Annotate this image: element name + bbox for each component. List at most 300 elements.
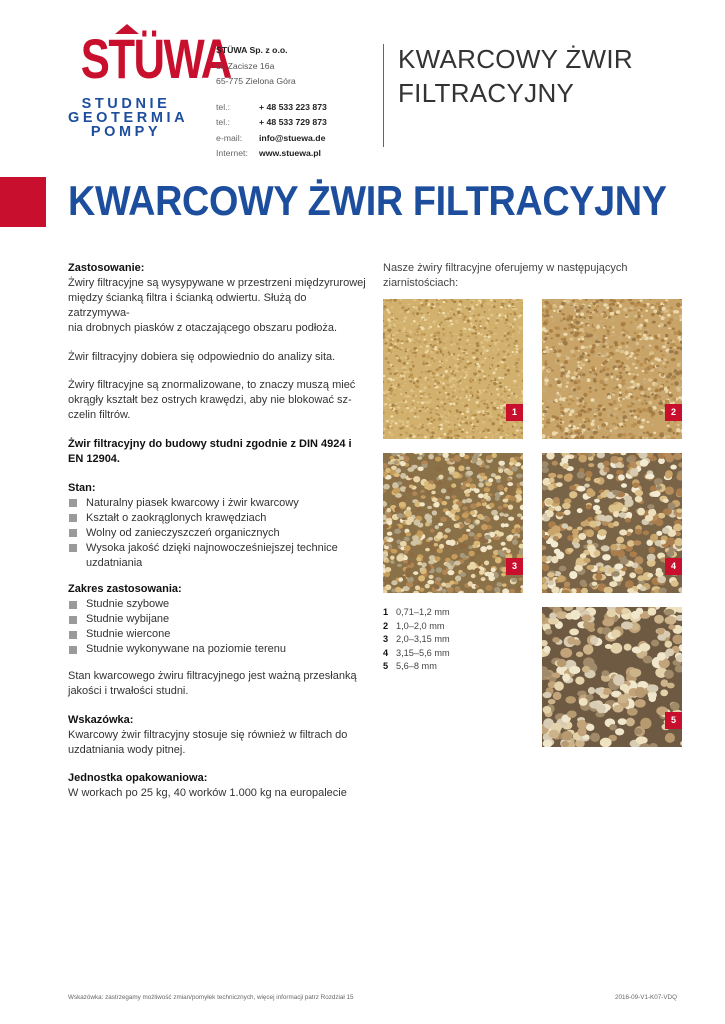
gravel-grain: [468, 344, 470, 346]
gravel-grain: [408, 338, 411, 341]
gravel-grain: [553, 310, 556, 313]
gravel-grain: [494, 404, 496, 406]
gravel-grain: [615, 349, 619, 352]
gravel-grain: [428, 542, 433, 547]
gravel-grain: [407, 358, 410, 360]
gravel-grain: [448, 424, 451, 426]
gravel-grain: [480, 473, 485, 477]
gravel-grain: [421, 327, 425, 330]
gravel-grain: [646, 473, 655, 479]
gravel-grain: [674, 351, 679, 355]
gravel-grain: [580, 580, 587, 587]
gravel-grain: [639, 333, 642, 336]
gravel-grain: [653, 396, 656, 399]
gravel-grain: [486, 406, 489, 409]
gravel-grain: [470, 503, 477, 508]
gravel-grain: [647, 573, 653, 577]
gravel-grain: [484, 378, 487, 380]
gravel-grain: [544, 425, 547, 427]
gravel-grain: [405, 350, 408, 352]
gravel-grain: [472, 324, 475, 326]
gravel-grain: [460, 375, 463, 378]
gravel-grain: [389, 372, 392, 375]
gravel-grain: [645, 402, 648, 404]
gravel-grain: [492, 349, 495, 351]
gravel-grain: [545, 346, 548, 348]
gravel-grain: [616, 536, 624, 543]
gravel-grain: [440, 517, 447, 522]
gravel-grain: [385, 357, 388, 360]
gravel-grain: [644, 388, 647, 390]
gravel-grain: [469, 317, 472, 320]
gravel-grain: [579, 305, 582, 308]
gravel-grain: [667, 550, 675, 557]
gravel-grain: [605, 337, 608, 339]
gravel-grain: [501, 395, 504, 398]
gravel-grain: [592, 420, 595, 422]
gravel-grain: [462, 370, 464, 372]
gravel-grain: [628, 347, 632, 350]
gravel-grain: [489, 393, 491, 395]
gravel-grain: [408, 473, 414, 478]
gravel-grain: [489, 503, 495, 508]
gravel-grain: [621, 621, 633, 629]
gravel-grain: [621, 342, 625, 345]
gravel-grain: [398, 577, 403, 581]
gravel-grain: [468, 532, 475, 537]
gravel-grain: [558, 349, 562, 352]
gravel-grain: [485, 436, 488, 438]
gravel-grain: [512, 307, 515, 310]
gravel-grain: [427, 379, 429, 381]
gravel-grain: [592, 386, 595, 389]
gravel-grain: [662, 362, 665, 365]
gravel-grain: [497, 398, 500, 400]
gravel-grain: [574, 371, 578, 375]
gravel-grain: [418, 428, 420, 430]
gravel-grain: [452, 546, 458, 551]
gravel-grain: [395, 403, 398, 405]
gravel-grain: [398, 330, 401, 332]
gravel-grain: [585, 477, 591, 481]
gravel-grain: [428, 454, 434, 459]
gravel-sample-image: [383, 299, 523, 439]
gravel-grain: [483, 375, 486, 377]
phone-number[interactable]: + 48 533 729 873: [259, 117, 327, 127]
gravel-grain: [439, 544, 444, 549]
gravel-grain: [543, 315, 546, 318]
gravel-grain: [406, 395, 409, 397]
gravel-grain: [639, 338, 642, 340]
gravel-grain: [484, 358, 486, 360]
gravel-grain: [470, 511, 475, 516]
gravel-grain: [643, 380, 647, 384]
gravel-grain: [492, 357, 494, 359]
gravel-grain: [394, 387, 396, 389]
gravel-grain: [502, 430, 504, 432]
gravel-grain: [437, 337, 440, 340]
gravel-grain: [437, 368, 440, 370]
gravel-grain: [665, 648, 674, 656]
gravel-grain: [397, 406, 400, 408]
gravel-grain: [445, 386, 448, 388]
gravel-grain: [509, 354, 512, 357]
gravel-grain: [389, 323, 392, 326]
gravel-grain: [385, 345, 388, 347]
phone-number[interactable]: + 48 533 223 873: [259, 101, 327, 112]
gravel-grain: [446, 321, 448, 323]
gravel-grain: [496, 388, 499, 390]
gravel-grain: [503, 411, 505, 413]
gravel-grain: [477, 417, 479, 418]
gravel-grain: [421, 434, 424, 437]
gravel-grain: [448, 351, 450, 353]
gravel-grain: [596, 431, 598, 433]
gravel-grain: [453, 343, 456, 346]
gravel-grain: [589, 521, 597, 528]
grain-size-legend: [383, 606, 450, 674]
gravel-grain: [414, 342, 416, 344]
gravel-grain: [395, 355, 398, 357]
gravel-grain: [585, 346, 588, 349]
gravel-grain: [632, 363, 635, 366]
website-link[interactable]: www.stuewa.pl: [259, 148, 321, 158]
email-link[interactable]: info@stuewa.de: [259, 132, 326, 143]
gravel-grain: [601, 355, 604, 357]
gravel-grain: [491, 340, 493, 342]
gravel-grain: [602, 341, 605, 343]
gravel-grain: [513, 381, 516, 384]
gravel-grain: [420, 395, 423, 398]
gravel-grain: [557, 659, 567, 667]
gravel-grain: [416, 407, 418, 409]
gravel-grain: [668, 625, 675, 630]
gravel-grain: [606, 306, 609, 309]
gravel-grain: [445, 496, 450, 500]
gravel-grain: [563, 333, 567, 336]
gravel-grain: [498, 426, 501, 429]
gravel-grain: [408, 330, 411, 332]
gravel-grain: [424, 410, 427, 413]
gravel-grain: [509, 333, 512, 335]
gravel-grain: [490, 331, 493, 334]
gravel-grain: [514, 425, 516, 427]
gravel-grain: [472, 352, 475, 354]
gravel-grain: [575, 415, 579, 419]
gravel-grain: [475, 519, 480, 523]
gravel-grain: [649, 351, 654, 355]
gravel-grain: [644, 368, 648, 372]
gravel-grain: [610, 357, 613, 359]
gravel-grain: [509, 330, 511, 332]
gravel-grain: [673, 346, 676, 348]
gravel-grain: [385, 322, 387, 324]
gravel-grain: [631, 424, 636, 428]
gravel-grain: [446, 433, 449, 435]
gravel-grain: [543, 535, 550, 540]
gravel-grain: [626, 512, 632, 518]
gravel-grain: [571, 376, 576, 380]
gravel-grain: [498, 468, 503, 473]
gravel-grain: [577, 357, 580, 360]
header-title-line-2: FILTRACYJNY: [398, 78, 575, 108]
gravel-grain: [458, 433, 460, 435]
gravel-grain: [633, 540, 641, 545]
gravel-grain: [639, 425, 644, 428]
gravel-grain: [503, 504, 508, 508]
gravel-grain: [465, 518, 471, 523]
gravel-grain: [399, 302, 402, 305]
gravel-grain: [489, 345, 491, 347]
gravel-grain: [406, 362, 409, 364]
gravel-grain: [491, 422, 495, 425]
gravel-grain: [415, 395, 417, 397]
gravel-grain: [466, 410, 470, 413]
gravel-grain: [657, 334, 660, 337]
gravel-grain: [595, 409, 598, 411]
gravel-grain: [627, 708, 638, 716]
gravel-grain: [495, 368, 497, 370]
gravel-grain: [444, 403, 447, 405]
gravel-grain: [455, 313, 458, 315]
gravel-grain: [517, 373, 520, 376]
gravel-grain: [635, 323, 638, 325]
gravel-grain: [400, 434, 403, 436]
gravel-grain: [436, 388, 438, 389]
gravel-grain: [500, 433, 502, 434]
gravel-grain: [422, 406, 424, 408]
gravel-grain: [386, 508, 391, 512]
gravel-grain: [602, 408, 606, 411]
gravel-grain: [391, 404, 395, 407]
gravel-grain: [461, 430, 464, 432]
gravel-grain: [468, 328, 472, 330]
gravel-grain: [667, 341, 670, 344]
gravel-grain: [480, 546, 487, 552]
gravel-grain: [452, 425, 454, 427]
gravel-grain: [388, 326, 391, 329]
gravel-grain: [547, 572, 555, 577]
gravel-grain: [438, 386, 441, 388]
gravel-grain: [490, 299, 493, 302]
gravel-grain: [652, 321, 656, 324]
gravel-grain: [666, 381, 668, 383]
gravel-grain: [451, 373, 453, 375]
gravel-grain: [648, 401, 652, 405]
gravel-grain: [634, 699, 645, 708]
gravel-grain: [612, 429, 616, 432]
gravel-grain: [571, 305, 576, 308]
gravel-grain: [431, 349, 433, 350]
gravel-grain: [638, 356, 641, 359]
intro-line: ziarnistościach:: [383, 276, 459, 289]
gravel-grain: [637, 420, 641, 424]
gravel-grain: [471, 302, 473, 304]
gravel-grain: [470, 436, 473, 438]
gravel-grain: [478, 389, 481, 392]
gravel-grain: [577, 350, 580, 352]
gravel-grain: [543, 410, 548, 413]
gravel-grain: [409, 340, 411, 342]
gravel-grain: [507, 488, 514, 495]
gravel-grain: [476, 304, 478, 306]
gravel-grain: [470, 411, 472, 413]
gravel-texture: [542, 607, 682, 747]
gravel-grain: [624, 498, 633, 507]
gravel-grain: [401, 372, 404, 374]
gravel-grain: [426, 365, 429, 367]
gravel-grain: [401, 378, 404, 380]
gravel-grain: [622, 398, 625, 400]
gravel-grain: [463, 380, 465, 382]
gravel-grain: [412, 403, 414, 405]
gravel-grain: [471, 574, 476, 578]
gravel-grain: [422, 317, 425, 319]
gravel-grain: [636, 736, 648, 744]
hint-text-line: uzdatniania wody pitnej.: [68, 743, 186, 756]
gravel-grain: [401, 385, 404, 387]
gravel-grain: [417, 425, 420, 428]
gravel-grain: [580, 409, 585, 412]
gravel-grain: [434, 348, 437, 350]
gravel-grain: [405, 392, 407, 394]
gravel-grain: [598, 529, 607, 536]
gravel-grain: [545, 310, 548, 313]
gravel-grain: [547, 484, 554, 491]
gravel-grain: [462, 429, 464, 431]
gravel-grain: [647, 504, 654, 509]
gravel-grain: [428, 393, 431, 396]
gravel-grain: [429, 547, 435, 553]
gravel-grain: [409, 396, 412, 398]
gravel-grain: [399, 427, 402, 429]
gravel-grain: [454, 364, 457, 367]
gravel-grain: [404, 382, 407, 384]
gravel-grain: [508, 386, 510, 387]
gravel-grain: [518, 436, 521, 438]
logo-line-3: POMPY: [90, 124, 162, 140]
gravel-grain: [676, 387, 681, 390]
gravel-grain: [497, 348, 499, 350]
gravel-grain: [463, 319, 466, 321]
gravel-grain: [594, 309, 598, 312]
gravel-grain: [409, 348, 411, 350]
gravel-grain: [435, 456, 441, 461]
gravel-grain: [429, 411, 432, 413]
gravel-grain: [483, 430, 485, 432]
gravel-grain: [433, 427, 435, 429]
gravel-grain: [544, 360, 547, 363]
gravel-grain: [397, 513, 404, 518]
company-street: ul. Zacisze 16a: [216, 60, 275, 71]
gravel-grain: [616, 375, 620, 378]
gravel-grain: [449, 458, 454, 463]
gravel-grain: [416, 331, 419, 333]
gravel-grain: [560, 411, 563, 413]
header-title: [398, 42, 633, 110]
gravel-grain: [405, 510, 412, 517]
gravel-grain: [635, 687, 646, 698]
square-bullet-icon: [69, 601, 77, 609]
gravel-grain: [646, 421, 649, 423]
gravel-grain: [594, 499, 600, 503]
gravel-grain: [436, 303, 439, 306]
gravel-grain: [433, 355, 436, 357]
gravel-grain: [604, 381, 609, 384]
gravel-grain: [569, 491, 577, 498]
gravel-grain: [459, 338, 462, 341]
gravel-grain: [436, 534, 443, 539]
gravel-grain: [630, 352, 633, 355]
gravel-grain: [406, 425, 408, 427]
gravel-grain: [558, 310, 561, 313]
gravel-grain: [387, 381, 389, 383]
gravel-grain: [496, 537, 501, 541]
gravel-grain: [419, 410, 422, 412]
gravel-grain: [595, 314, 599, 317]
gravel-grain: [388, 320, 390, 322]
gravel-grain: [484, 400, 487, 402]
gravel-grain: [461, 354, 464, 356]
gravel-grain: [424, 395, 427, 397]
gravel-grain: [392, 342, 395, 344]
gravel-grain: [409, 484, 413, 488]
gravel-grain: [483, 403, 485, 405]
gravel-grain: [433, 435, 435, 437]
gravel-grain: [625, 371, 628, 373]
gravel-grain: [640, 459, 649, 467]
gravel-grain: [401, 496, 407, 500]
gravel-grain: [394, 473, 400, 477]
gravel-grain: [552, 637, 559, 643]
gravel-grain: [492, 372, 495, 375]
gravel-grain: [565, 455, 571, 459]
gravel-grain: [578, 338, 581, 341]
gravel-grain: [398, 420, 401, 422]
gravel-grain: [407, 304, 410, 306]
gravel-grain: [402, 330, 404, 332]
gravel-grain: [442, 382, 445, 384]
gravel-grain: [583, 317, 586, 319]
gravel-grain: [477, 314, 480, 317]
gravel-grain: [459, 357, 461, 359]
gravel-grain: [643, 399, 646, 402]
gravel-grain: [608, 568, 615, 573]
gravel-grain: [655, 571, 663, 577]
gravel-grain: [599, 419, 603, 421]
gravel-grain: [584, 484, 590, 488]
gravel-grain: [515, 342, 518, 345]
gravel-grain: [390, 395, 392, 397]
gravel-grain: [665, 334, 669, 337]
gravel-grain: [472, 414, 475, 416]
gravel-grain: [557, 380, 561, 384]
gravel-grain: [618, 304, 622, 308]
gravel-grain: [488, 478, 493, 482]
gravel-grain: [628, 336, 631, 339]
gravel-grain: [586, 694, 593, 701]
gravel-grain: [654, 379, 658, 382]
gravel-grain: [490, 314, 493, 317]
gravel-grain: [593, 505, 600, 511]
gravel-grain: [611, 303, 615, 306]
gravel-grain: [384, 305, 387, 307]
gravel-grain: [494, 401, 497, 404]
gravel-grain: [489, 348, 491, 350]
gravel-grain: [644, 324, 647, 327]
gravel-grain: [620, 350, 625, 353]
gravel-grain: [574, 430, 578, 433]
